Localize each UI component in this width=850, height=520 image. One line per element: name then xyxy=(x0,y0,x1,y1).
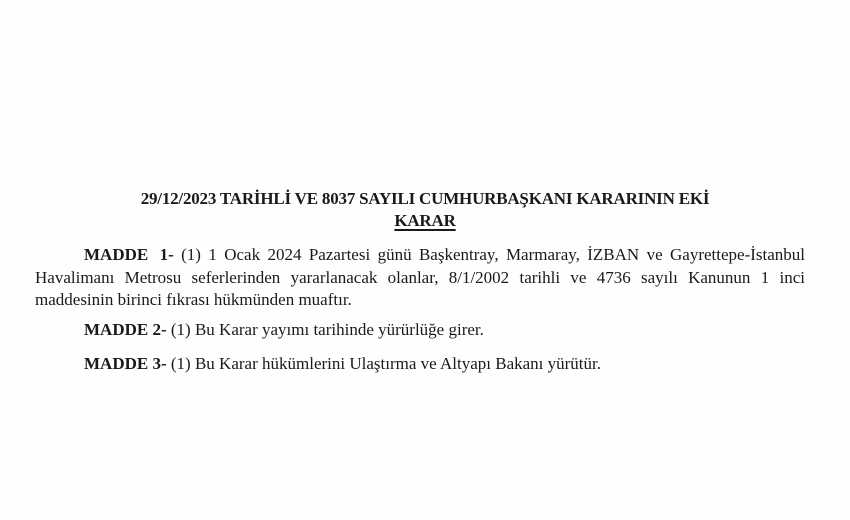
article-1 xyxy=(35,244,805,312)
title-karar: KARAR xyxy=(394,211,456,230)
article-1-label: MADDE 1- xyxy=(84,245,174,264)
document-title xyxy=(60,188,790,232)
article-3-text: (1) Bu Karar hükümlerini Ulaştırma ve Altyapı Bakanı yürütür. xyxy=(166,354,601,373)
document-body xyxy=(35,244,805,376)
article-2-text: (1) Bu Karar yayımı tarihinde yürürlüğe girer. xyxy=(166,319,484,339)
article-2-label: MADDE 2- xyxy=(84,319,167,339)
title-heading: 29/12/2023 TARİHLİ VE 8037 SAYILI CUMHURBAŞKANI KARARININ EKİ xyxy=(140,189,710,208)
article-3-label: MADDE 3- xyxy=(84,354,167,373)
article-1-text: (1) 1 Ocak 2024 Pazartesi günü Başkentray, Marmaray, İZBAN ve Gayrettepe-İstanbul Havalimanı Metrosu seferlerinden yararlanacak olanlar, 8/1/2002 tarihli ve 4736 sayılı Kanunun 1 inci maddesinin birinci fıkrası hükmünden muaftır. xyxy=(35,245,805,309)
article-3 xyxy=(35,353,805,376)
article-2 xyxy=(35,319,805,342)
